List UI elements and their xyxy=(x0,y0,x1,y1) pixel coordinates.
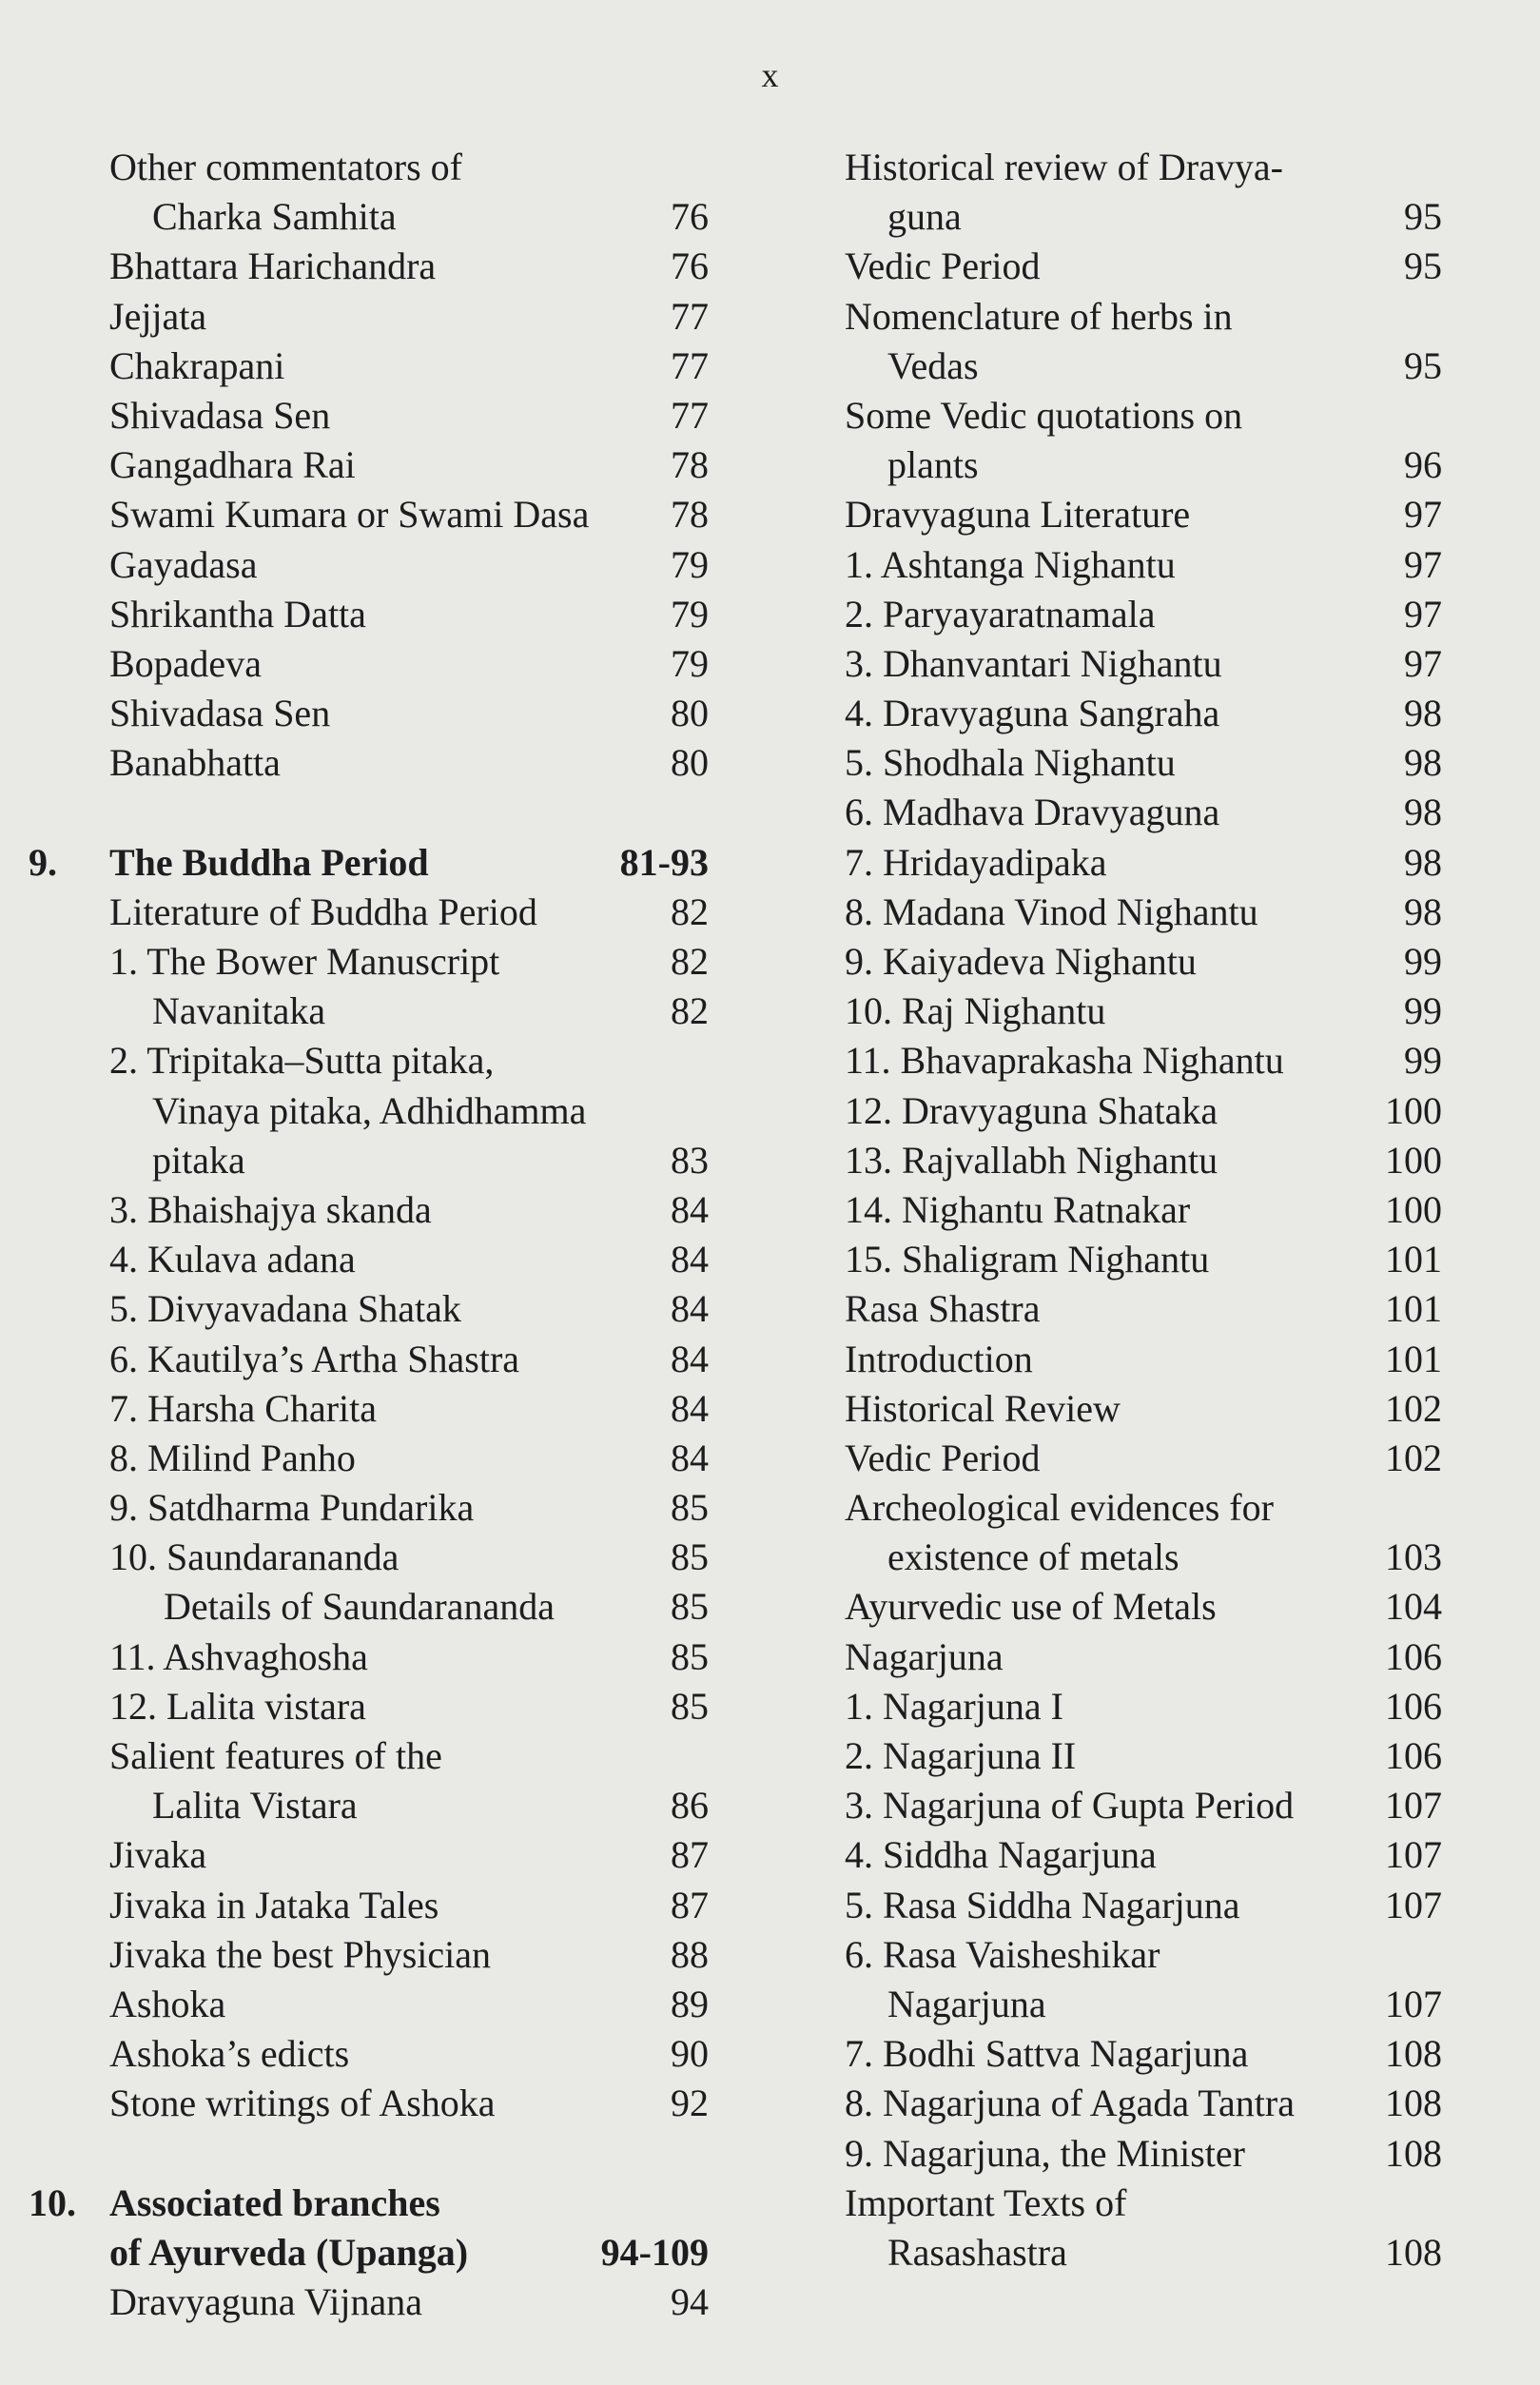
toc-entry-title: Ashoka’s edicts xyxy=(109,2032,350,2076)
toc-entry xyxy=(845,143,1442,192)
toc-entry-page: 83 xyxy=(671,1138,709,1182)
toc-entry-page: 79 xyxy=(671,592,709,635)
toc-entry-page: 85 xyxy=(671,1535,709,1579)
toc-entry-title: Salient features of the xyxy=(109,1734,442,1777)
toc-entry-title: Ayurvedic use of Metals xyxy=(845,1585,1217,1629)
toc-entry-page: 85 xyxy=(671,1585,709,1629)
toc-entry xyxy=(845,838,1442,888)
toc-entry-title: Some Vedic quotations on xyxy=(845,393,1243,437)
toc-entry xyxy=(845,292,1442,342)
toc-entry-page: 101 xyxy=(1385,1337,1442,1380)
toc-entry-page: 76 xyxy=(671,244,709,288)
toc-entry-title: 7. Hridayadipaka xyxy=(845,840,1107,884)
toc-entry-title: Charka Samhita xyxy=(152,195,397,239)
toc-entry-title: Bhattara Harichandra xyxy=(109,244,437,288)
toc-entry xyxy=(845,1136,1442,1185)
toc-entry-page: 101 xyxy=(1385,1287,1442,1331)
toc-entry-page: 97 xyxy=(1404,641,1442,685)
toc-entry xyxy=(845,2029,1442,2079)
toc-entry-title: Vedic Period xyxy=(845,244,1041,288)
toc-entry-title: 5. Divyavadana Shatak xyxy=(109,1287,461,1331)
toc-entry-title: Jivaka in Jataka Tales xyxy=(109,1883,439,1926)
toc-entry-title: 4. Siddha Nagarjuna xyxy=(845,1833,1157,1877)
toc-entry-page: 82 xyxy=(671,940,709,983)
toc-entry xyxy=(29,1731,709,1781)
toc-entry-page: 100 xyxy=(1385,1187,1442,1231)
toc-entry xyxy=(29,1582,709,1632)
toc-entry-page: 108 xyxy=(1385,2131,1442,2175)
toc-entry xyxy=(29,1930,709,1980)
toc-chapter-entry xyxy=(29,2228,709,2277)
toc-entry-title: Vedas xyxy=(887,343,979,387)
toc-entry-page: 84 xyxy=(671,1287,709,1331)
toc-entry xyxy=(29,590,709,639)
toc-entry xyxy=(845,342,1442,391)
toc-entry-title: 13. Rajvallabh Nighantu xyxy=(845,1138,1218,1182)
toc-entry-title: plants xyxy=(887,443,979,487)
toc-entry xyxy=(845,937,1442,987)
toc-entry-title: 4. Dravyaguna Sangraha xyxy=(845,692,1220,735)
toc-entry-page: 108 xyxy=(1385,2230,1442,2274)
toc-entry xyxy=(29,1682,709,1731)
toc-entry xyxy=(29,292,709,342)
toc-entry xyxy=(29,1384,709,1434)
toc-entry xyxy=(845,1036,1442,1085)
toc-entry-title: 2. Nagarjuna II xyxy=(845,1734,1077,1777)
toc-entry-page: 100 xyxy=(1385,1088,1442,1132)
toc-entry-page: 89 xyxy=(671,1982,709,2025)
toc-entry xyxy=(845,1335,1442,1384)
toc-entry-title: 12. Dravyaguna Shataka xyxy=(845,1088,1218,1132)
toc-entry-title: Shivadasa Sen xyxy=(109,692,331,735)
toc-entry xyxy=(845,1235,1442,1284)
toc-entry-title: 12. Lalita vistara xyxy=(109,1684,366,1728)
toc-entry-page: 107 xyxy=(1385,1784,1442,1828)
toc-entry-page: 106 xyxy=(1385,1684,1442,1728)
toc-entry-title: 3. Bhaishajya skanda xyxy=(109,1187,432,1231)
toc-entry-title: 1. Ashtanga Nighantu xyxy=(845,542,1176,586)
toc-entry-page: 97 xyxy=(1404,592,1442,635)
toc-entry xyxy=(845,1185,1442,1235)
toc-entry-page: 81-93 xyxy=(619,840,709,884)
toc-entry-title: Gayadasa xyxy=(109,542,258,586)
toc-entry-title: Vinaya pitaka, Adhidhamma xyxy=(152,1088,587,1132)
toc-entry-title: Nagarjuna xyxy=(845,1634,1004,1678)
toc-entry-title: Ashoka xyxy=(109,1982,226,2025)
toc-entry-title: of Ayurveda (Upanga) xyxy=(109,2230,469,2274)
toc-entry xyxy=(29,2079,709,2128)
toc-entry-page: 99 xyxy=(1404,940,1442,983)
toc-entry-title: 1. The Bower Manuscript xyxy=(109,940,500,983)
toc-entry xyxy=(845,1682,1442,1731)
toc-entry-page: 98 xyxy=(1404,889,1442,933)
toc-entry-page: 85 xyxy=(671,1684,709,1728)
toc-entry xyxy=(845,639,1442,689)
toc-entry xyxy=(845,490,1442,539)
toc-entry xyxy=(845,788,1442,837)
toc-entry xyxy=(845,1483,1442,1533)
toc-entry xyxy=(845,1781,1442,1830)
toc-entry xyxy=(29,440,709,490)
toc-entry-title: 9. Kaiyadeva Nighantu xyxy=(845,940,1197,983)
toc-entry-page: 77 xyxy=(671,294,709,338)
toc-entry-page: 87 xyxy=(671,1883,709,1926)
toc-entry-page: 82 xyxy=(671,889,709,933)
toc-entry xyxy=(845,1731,1442,1781)
toc-entry xyxy=(29,1036,709,1085)
toc-entry-title: 11. Ashvaghosha xyxy=(109,1634,368,1678)
toc-entry-title: 15. Shaligram Nighantu xyxy=(845,1238,1210,1281)
toc-entry-page: 94-109 xyxy=(600,2230,709,2274)
toc-entry-page: 106 xyxy=(1385,1734,1442,1777)
toc-entry-title: 14. Nighantu Ratnakar xyxy=(845,1187,1191,1231)
toc-entry-title: Historical review of Dravya- xyxy=(845,146,1283,188)
toc-entry-title: Archeological evidences for xyxy=(845,1486,1274,1530)
toc-entry-page: 79 xyxy=(671,641,709,685)
toc-entry-page: 107 xyxy=(1385,1982,1442,2025)
toc-entry-title: Navanitaka xyxy=(152,989,326,1033)
toc-entry-title: 3. Dhanvantari Nighantu xyxy=(845,641,1222,685)
toc-entry-title: 11. Bhavaprakasha Nighantu xyxy=(845,1039,1284,1083)
toc-entry-title: Nagarjuna xyxy=(887,1982,1046,2025)
toc-entry-page: 77 xyxy=(671,343,709,387)
toc-entry xyxy=(29,1830,709,1880)
toc-entry xyxy=(29,639,709,689)
toc-entry-title: 7. Bodhi Sattva Nagarjuna xyxy=(845,2032,1249,2076)
toc-entry-page: 80 xyxy=(671,741,709,785)
toc-entry-page: 85 xyxy=(671,1634,709,1678)
toc-entry-page: 98 xyxy=(1404,840,1442,884)
toc-entry xyxy=(29,1434,709,1483)
toc-entry-title: Gangadhara Rai xyxy=(109,443,356,487)
toc-entry xyxy=(29,689,709,738)
toc-entry-title: 8. Milind Panho xyxy=(109,1436,356,1479)
toc-entry xyxy=(845,2228,1442,2277)
toc-entry-page: 77 xyxy=(671,393,709,437)
toc-entry-title: existence of metals xyxy=(887,1535,1179,1579)
toc-entry-page: 84 xyxy=(671,1187,709,1231)
toc-entry xyxy=(29,1781,709,1830)
chapter-number: 9. xyxy=(29,840,57,884)
toc-entry-title: Nomenclature of herbs in xyxy=(845,294,1233,338)
toc-entry xyxy=(845,1284,1442,1334)
toc-entry-page: 84 xyxy=(671,1386,709,1430)
toc-entry xyxy=(29,1185,709,1235)
chapter-number: 10. xyxy=(29,2180,76,2224)
toc-entry-page: 86 xyxy=(671,1784,709,1828)
toc-entry-title: Bopadeva xyxy=(109,641,262,685)
toc-entry xyxy=(845,1632,1442,1682)
toc-entry-title: Important Texts of xyxy=(845,2180,1127,2224)
toc-entry xyxy=(29,2029,709,2079)
toc-entry-title: 10. Raj Nighantu xyxy=(845,989,1106,1033)
toc-entry-page: 101 xyxy=(1385,1238,1442,1281)
toc-entry-page: 82 xyxy=(671,989,709,1033)
toc-entry-title: 4. Kulava adana xyxy=(109,1238,356,1281)
toc-entry xyxy=(29,1980,709,2029)
toc-entry-title: Shrikantha Datta xyxy=(109,592,366,635)
toc-entry-page: 97 xyxy=(1404,493,1442,537)
toc-chapter-entry xyxy=(29,838,709,888)
toc-entry xyxy=(29,738,709,788)
toc-entry-page: 99 xyxy=(1404,1039,1442,1083)
toc-entry xyxy=(29,1881,709,1930)
toc-entry-page: 108 xyxy=(1385,2082,1442,2125)
toc-entry-page: 76 xyxy=(671,195,709,239)
toc-entry-page: 95 xyxy=(1404,343,1442,387)
toc-entry-page: 88 xyxy=(671,1932,709,1976)
toc-entry xyxy=(845,1384,1442,1434)
toc-right-column xyxy=(845,143,1442,2277)
toc-entry-title: Lalita Vistara xyxy=(152,1784,358,1828)
toc-entry xyxy=(845,738,1442,788)
page-number: x xyxy=(761,56,779,94)
toc-entry-title: Introduction xyxy=(845,1337,1033,1380)
toc-entry-title: Other commentators of xyxy=(109,146,462,188)
toc-entry-page: 99 xyxy=(1404,989,1442,1033)
toc-entry xyxy=(845,242,1442,291)
toc-entry-title: Shivadasa Sen xyxy=(109,393,331,437)
toc-entry xyxy=(29,1483,709,1533)
toc-entry-title: Rasa Shastra xyxy=(845,1287,1041,1331)
toc-entry xyxy=(845,1830,1442,1880)
toc-entry-title: 9. Nagarjuna, the Minister xyxy=(845,2131,1245,2175)
toc-entry xyxy=(845,689,1442,738)
toc-entry-page: 97 xyxy=(1404,542,1442,586)
toc-entry-page: 98 xyxy=(1404,791,1442,834)
toc-entry-title: The Buddha Period xyxy=(109,840,429,884)
toc-entry xyxy=(29,1533,709,1582)
toc-entry-title: 9. Satdharma Pundarika xyxy=(109,1486,475,1530)
toc-entry-page: 95 xyxy=(1404,244,1442,288)
toc-entry-title: Details of Saundarananda xyxy=(164,1585,555,1629)
toc-entry xyxy=(845,192,1442,242)
toc-entry xyxy=(29,242,709,291)
toc-entry xyxy=(29,1136,709,1185)
toc-entry-page: 94 xyxy=(671,2280,709,2324)
toc-entry xyxy=(845,2179,1442,2228)
toc-entry-page: 98 xyxy=(1404,692,1442,735)
toc-entry xyxy=(845,440,1442,490)
toc-entry xyxy=(29,888,709,937)
toc-entry-page: 87 xyxy=(671,1833,709,1877)
toc-entry-page: 84 xyxy=(671,1238,709,1281)
toc-entry-title: 5. Shodhala Nighantu xyxy=(845,741,1176,785)
toc-entry-title: Banabhatta xyxy=(109,741,281,785)
toc-entry-title: 2. Paryayaratnamala xyxy=(845,592,1156,635)
toc-entry xyxy=(845,1881,1442,1930)
toc-entry xyxy=(29,540,709,590)
toc-entry-title: 2. Tripitaka–Sutta pitaka, xyxy=(109,1039,495,1083)
toc-entry-title: 6. Kautilya’s Artha Shastra xyxy=(109,1337,520,1380)
toc-entry-page: 103 xyxy=(1385,1535,1442,1579)
toc-entry-page: 96 xyxy=(1404,443,1442,487)
toc-entry xyxy=(845,540,1442,590)
toc-entry-page: 90 xyxy=(671,2032,709,2076)
toc-entry-page: 79 xyxy=(671,542,709,586)
toc-entry xyxy=(845,1434,1442,1483)
toc-entry xyxy=(29,1284,709,1334)
toc-entry-title: Jivaka the best Physician xyxy=(109,1932,492,1976)
toc-entry xyxy=(845,888,1442,937)
toc-entry xyxy=(845,391,1442,440)
toc-entry-title: Vedic Period xyxy=(845,1436,1041,1479)
toc-entry-title: Historical Review xyxy=(845,1386,1121,1430)
toc-entry xyxy=(845,2079,1442,2128)
toc-entry xyxy=(29,987,709,1036)
toc-entry-page: 102 xyxy=(1385,1436,1442,1479)
section-gap xyxy=(29,2129,709,2179)
toc-entry xyxy=(29,143,709,192)
toc-entry-title: Jejjata xyxy=(109,294,207,338)
toc-entry xyxy=(845,987,1442,1036)
toc-entry-title: Chakrapani xyxy=(109,343,285,387)
toc-entry xyxy=(845,590,1442,639)
toc-entry xyxy=(845,1930,1442,1980)
toc-entry-page: 84 xyxy=(671,1436,709,1479)
toc-entry-page: 85 xyxy=(671,1486,709,1530)
toc-entry xyxy=(29,490,709,539)
toc-entry-title: Dravyaguna Literature xyxy=(845,493,1191,537)
toc-entry-title: 10. Saundarananda xyxy=(109,1535,400,1579)
toc-entry-title: guna xyxy=(887,195,962,239)
toc-entry-title: 8. Nagarjuna of Agada Tantra xyxy=(845,2082,1295,2125)
toc-entry xyxy=(845,1980,1442,2029)
toc-entry-page: 78 xyxy=(671,493,709,537)
toc-entry xyxy=(29,1632,709,1682)
toc-entry-page: 84 xyxy=(671,1337,709,1380)
toc-entry-page: 106 xyxy=(1385,1634,1442,1678)
toc-entry xyxy=(845,1533,1442,1582)
toc-entry xyxy=(29,192,709,242)
toc-entry-page: 107 xyxy=(1385,1833,1442,1877)
toc-entry-page: 95 xyxy=(1404,195,1442,239)
toc-entry-page: 92 xyxy=(671,2082,709,2125)
toc-entry-page: 80 xyxy=(671,692,709,735)
toc-entry-page: 78 xyxy=(671,443,709,487)
toc-entry-title: 7. Harsha Charita xyxy=(109,1386,378,1430)
toc-entry xyxy=(29,1235,709,1284)
toc-entry-title: 8. Madana Vinod Nighantu xyxy=(845,889,1258,933)
toc-entry xyxy=(29,2277,709,2327)
toc-entry-title: Associated branches xyxy=(109,2180,440,2224)
toc-entry-page: 98 xyxy=(1404,741,1442,785)
toc-entry-page: 102 xyxy=(1385,1386,1442,1430)
toc-entry-title: 5. Rasa Siddha Nagarjuna xyxy=(845,1883,1240,1926)
toc-entry-page: 100 xyxy=(1385,1138,1442,1182)
toc-entry xyxy=(29,391,709,440)
toc-entry-title: 6. Rasa Vaisheshikar xyxy=(845,1932,1160,1976)
toc-entry-title: Rasashastra xyxy=(887,2230,1067,2274)
toc-entry xyxy=(29,1086,709,1136)
toc-entry-title: Dravyaguna Vijnana xyxy=(109,2280,422,2324)
toc-entry xyxy=(845,1086,1442,1136)
toc-entry xyxy=(29,937,709,987)
toc-entry-page: 107 xyxy=(1385,1883,1442,1926)
toc-entry-title: 6. Madhava Dravyaguna xyxy=(845,791,1220,834)
toc-left-column xyxy=(29,143,709,2327)
toc-entry xyxy=(29,1335,709,1384)
toc-entry-page: 104 xyxy=(1385,1585,1442,1629)
section-gap xyxy=(29,788,709,837)
toc-entry-title: 1. Nagarjuna I xyxy=(845,1684,1063,1728)
toc-chapter-entry xyxy=(29,2179,709,2228)
toc-entry-title: Stone writings of Ashoka xyxy=(109,2082,496,2125)
toc-entry-title: 3. Nagarjuna of Gupta Period xyxy=(845,1784,1295,1828)
toc-entry xyxy=(29,342,709,391)
toc-entry-title: Literature of Buddha Period xyxy=(109,889,537,933)
toc-entry xyxy=(845,2129,1442,2179)
toc-entry-title: pitaka xyxy=(152,1138,245,1182)
toc-entry-page: 108 xyxy=(1385,2032,1442,2076)
toc-entry-title: Swami Kumara or Swami Dasa xyxy=(109,493,590,537)
toc-entry xyxy=(845,1582,1442,1632)
toc-entry-title: Jivaka xyxy=(109,1833,207,1877)
